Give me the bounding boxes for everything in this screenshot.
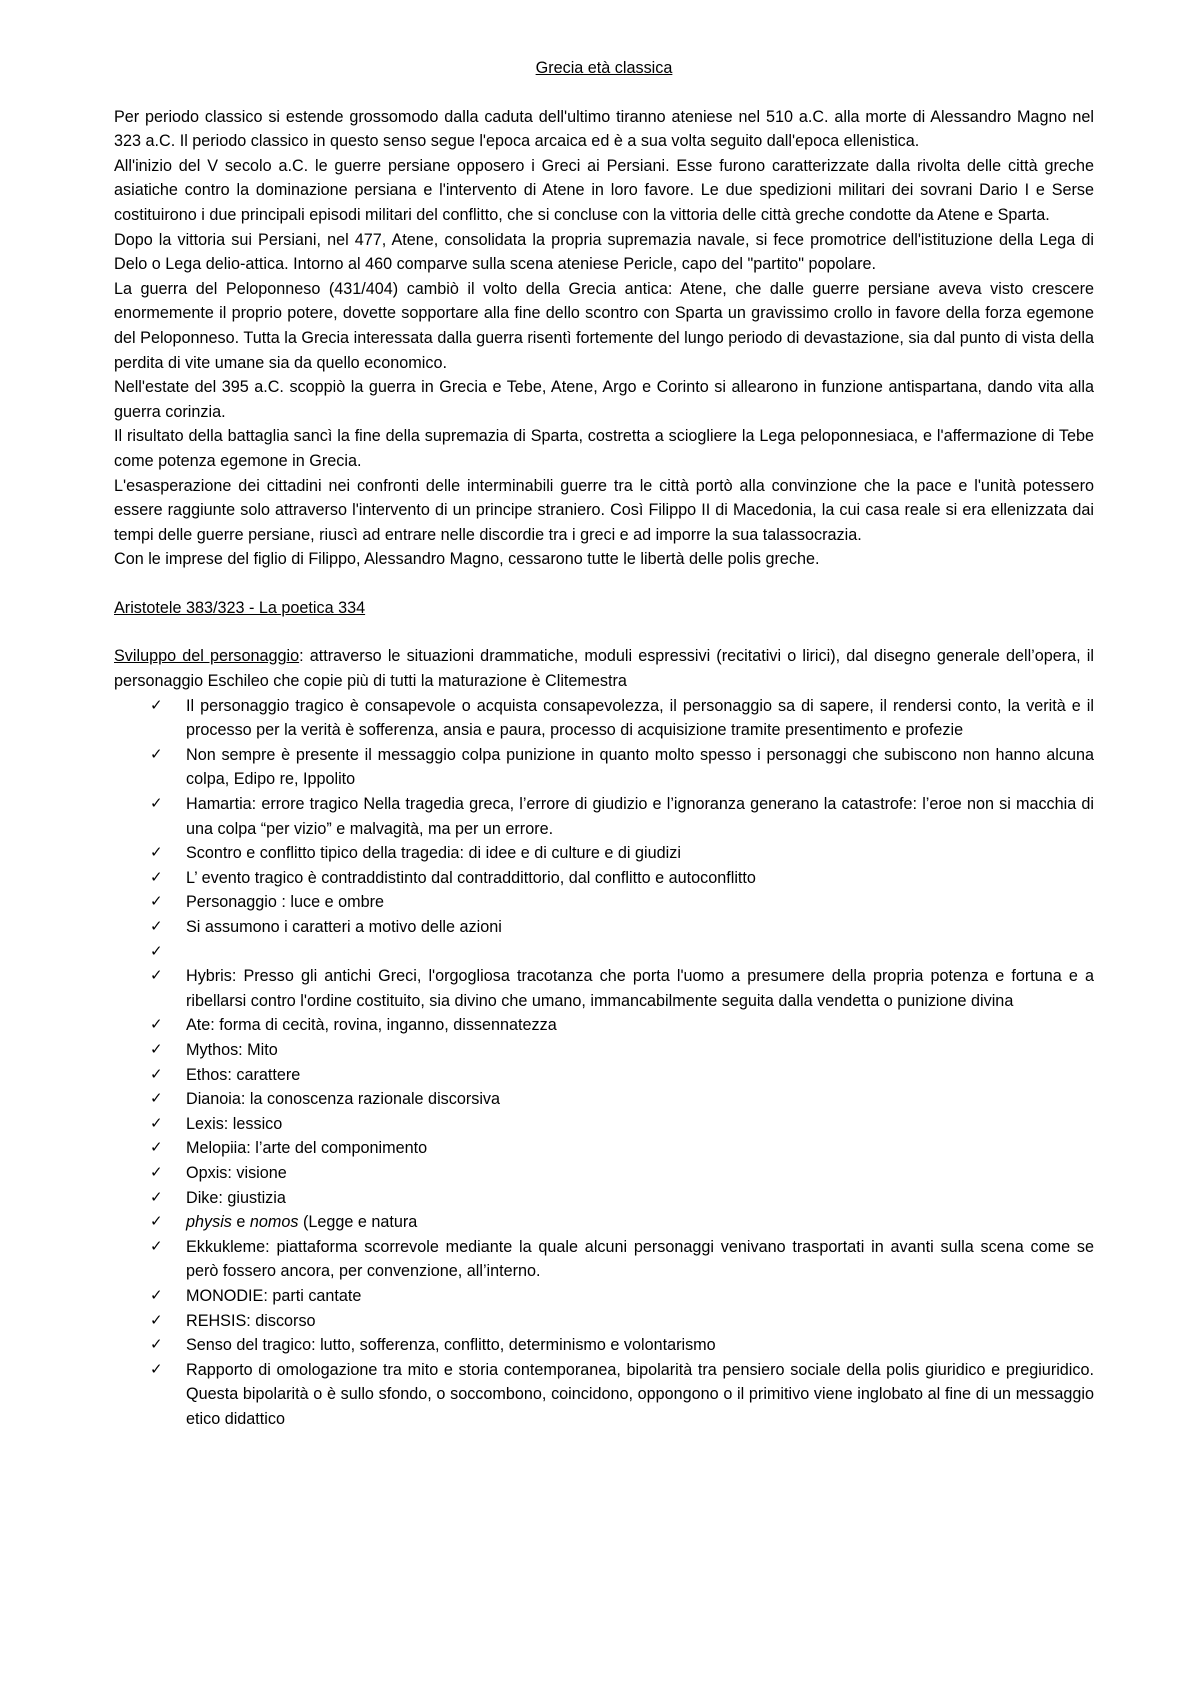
check-icon: ✓ <box>150 1360 163 1378</box>
list-item <box>112 1235 1094 1284</box>
check-icon: ✓ <box>150 967 163 985</box>
list-item-text: Mythos: Mito <box>186 1040 278 1059</box>
list-item-physis <box>112 1210 1094 1235</box>
section-heading: Aristotele 383/323 - La poetica 334 <box>114 598 366 617</box>
check-icon: ✓ <box>150 1237 163 1255</box>
check-icon: ✓ <box>150 1139 163 1157</box>
list-item-text: Non sempre è presente il messaggio colpa punizione in quanto molto spesso i personaggi che subiscono non hanno alcuna colpa, Edipo re, Ippolito <box>186 745 1094 789</box>
list-item-text: L’ evento tragico è contraddistinto dal contraddittorio, dal conflitto e autoconflitto <box>186 868 756 887</box>
check-icon: ✓ <box>150 1090 163 1108</box>
list-item-text: Senso del tragico: lutto, sofferenza, conflitto, determinismo e volontarismo <box>186 1336 716 1355</box>
paragraph: Il risultato della battaglia sancì la fine della supremazia di Sparta, costretta a sciogliere la Lega peloponnesiaca, e l'affermazione di Tebe come potenza egemone in Grecia. <box>114 427 1094 470</box>
check-icon: ✓ <box>150 1311 163 1329</box>
paragraph: Dopo la vittoria sui Persiani, nel 477, Atene, consolidata la propria supremazia navale, si fece promotrice dell'istituzione della Lega di Delo o Lega delio-attica. Intorno al 460 comparve sulla scena ateniese Pericle, capo del "partito" popolare. <box>114 230 1094 274</box>
paragraph: L'esasperazione dei cittadini nei confronti delle interminabili guerre tra le città portò alla convinzione che la pace e l'unità potessero essere raggiunte solo attraverso l'intervento di un principe straniero. Così Filippo II di Macedonia, la cui casa reale si era ellenizzata dai tempi delle guerre persiane, riuscì ad entrare nelle discordie tra i greci e ad imporre la sua talassocrazia. <box>114 476 1094 544</box>
checklist <box>114 694 1094 1432</box>
development-label: Sviluppo del personaggio <box>114 647 300 666</box>
list-item-text: Melopiia: l’arte del componimento <box>186 1139 428 1158</box>
list-item <box>112 866 1094 891</box>
list-item <box>112 1161 1094 1186</box>
check-icon: ✓ <box>150 1286 163 1304</box>
development-paragraph <box>114 644 1094 693</box>
list-item-text: Dike: giustizia <box>186 1188 286 1207</box>
check-icon: ✓ <box>150 1114 163 1132</box>
list-item <box>112 743 1094 792</box>
list-item <box>112 1358 1094 1432</box>
list-item <box>112 890 1094 915</box>
list-item <box>112 1309 1094 1334</box>
check-icon: ✓ <box>150 1188 163 1206</box>
list-item-text: Ate: forma di cecità, rovina, inganno, dissennatezza <box>186 1016 557 1035</box>
paragraph: Con le imprese del figlio di Filippo, Alessandro Magno, cessarono tutte le libertà delle polis greche. <box>114 550 820 569</box>
list-item <box>112 792 1094 841</box>
list-item-text: MONODIE: parti cantate <box>186 1286 362 1305</box>
list-item <box>112 1112 1094 1137</box>
list-item-text: Ekkukleme: piattaforma scorrevole mediante la quale alcuni personaggi venivano trasportati in avanti sulla scena come se però fossero ancora, per convenzione, all’interno. <box>186 1237 1094 1281</box>
check-icon: ✓ <box>150 1065 163 1083</box>
check-icon: ✓ <box>150 1213 163 1231</box>
list-item <box>112 1013 1094 1038</box>
check-icon: ✓ <box>150 918 163 935</box>
check-icon: ✓ <box>150 868 163 886</box>
list-item <box>112 1333 1094 1358</box>
nomos-term: nomos <box>249 1213 299 1232</box>
list-item-text: Opxis: visione <box>186 1163 287 1182</box>
check-icon: ✓ <box>150 1336 163 1354</box>
check-icon: ✓ <box>150 1016 163 1034</box>
list-item <box>112 1038 1094 1063</box>
list-item-text: Hybris: Presso gli antichi Greci, l'orgogliosa tracotanza che porta l'uomo a presumere della propria potenza e fortuna e a ribellarsi contro l'ordine costituito, sia divino che umano, immancabilmente seguita dalla vendetta o punizione divina <box>186 967 1094 1010</box>
list-item <box>112 1136 1094 1161</box>
list-item <box>112 940 1094 965</box>
list-item-text: Si assumono i caratteri a motivo delle azioni <box>186 918 502 936</box>
list-item <box>112 694 1094 743</box>
check-icon: ✓ <box>150 696 163 714</box>
list-item-text: Dianoia: la conoscenza razionale discorsiva <box>186 1090 501 1109</box>
list-item-text: Personaggio : luce e ombre <box>186 893 384 912</box>
development-text: : attraverso le situazioni drammatiche, moduli espressivi (recitativi o lirici), dal disegno generale dell’opera, il personaggio Eschileo che copie più di tutti la maturazione è Clitemestra <box>114 647 1094 691</box>
list-item <box>112 1063 1094 1088</box>
list-item <box>112 841 1094 866</box>
check-icon: ✓ <box>150 844 163 862</box>
list-item <box>112 1186 1094 1211</box>
list-item-text: Scontro e conflitto tipico della tragedia: di idee e di culture e di giudizi <box>186 844 681 863</box>
list-item <box>112 915 1094 940</box>
list-item-text: Lexis: lessico <box>186 1114 283 1133</box>
list-item <box>112 1284 1094 1309</box>
check-icon: ✓ <box>150 795 163 813</box>
paragraph: La guerra del Peloponneso (431/404) cambiò il volto della Grecia antica: Atene, che dalle guerre persiane aveva visto crescere enormemente il proprio potere, dovette sopportare alla fine dello scontro con Sparta un gravissimo crollo in favore della forza egemone del Peloponneso. Tutta la Grecia interessata dalla guerra risentì fortemente del lungo periodo di devastazione, sia dal punto di vista della perdita di vite umane sia da quello economico. <box>114 279 1094 372</box>
check-icon: ✓ <box>150 1040 163 1058</box>
list-item <box>112 1087 1094 1112</box>
list-item-text: Rapporto di omologazione tra mito e storia contemporanea, bipolarità tra pensiero sociale della polis giuridico e pregiuridico. Questa bipolarità o è sullo sfondo, o soccombono, coincidono, oppongono o il primitivo viene inglobato al fine di un messaggio etico didattico <box>186 1360 1094 1428</box>
check-icon: ✓ <box>150 942 163 960</box>
paragraph: Nell'estate del 395 a.C. scoppiò la guerra in Grecia e Tebe, Atene, Argo e Corinto si allearono in funzione antispartana, dando vita alla guerra corinzia. <box>114 378 1094 421</box>
check-icon: ✓ <box>150 1163 163 1181</box>
list-item-text: Hamartia: errore tragico Nella tragedia greca, l’errore di giudizio e l’ignoranza generano la catastrofe: l’eroe non si macchia di una colpa “per vizio” e malvagità, ma per un errore. <box>186 795 1094 838</box>
list-item-text: Ethos: carattere <box>186 1065 301 1084</box>
intro-section <box>114 105 1094 572</box>
document-title: Grecia età classica <box>535 59 673 77</box>
physis-connector: e <box>231 1213 250 1232</box>
paragraph: Per periodo classico si estende grossomodo dalla caduta dell'ultimo tiranno ateniese nel 510 a.C. alla morte di Alessandro Magno nel 323 a.C. Il periodo classico in questo senso segue l'epoca arcaica ed è a sua volta seguito dall'epoca ellenistica. <box>114 107 1094 151</box>
check-icon: ✓ <box>150 893 163 911</box>
list-item-text: REHSIS: discorso <box>186 1311 316 1330</box>
list-item <box>112 964 1094 1013</box>
check-icon: ✓ <box>150 745 163 763</box>
paragraph: All'inizio del V secolo a.C. le guerre persiane opposero i Greci ai Persiani. Esse furono caratterizzate dalla rivolta delle città greche asiatiche contro la dominazione persiana e l'intervento di Atene in loro favore. Le due spedizioni militari dei sovrani Dario I e Serse costituirono i due principali episodi militari del conflitto, che si concluse con la vittoria delle città greche condotte da Atene e Sparta. <box>114 156 1094 224</box>
physis-rest: (Legge e natura <box>298 1213 418 1232</box>
physis-term: physis <box>186 1213 232 1232</box>
list-item-text: Il personaggio tragico è consapevole o acquista consapevolezza, il personaggio sa di sapere, il rendersi conto, la verità e il processo per la verità è sofferenza, ansia e paura, processo di acquisizione tramite presentimento e profezie <box>186 696 1094 740</box>
